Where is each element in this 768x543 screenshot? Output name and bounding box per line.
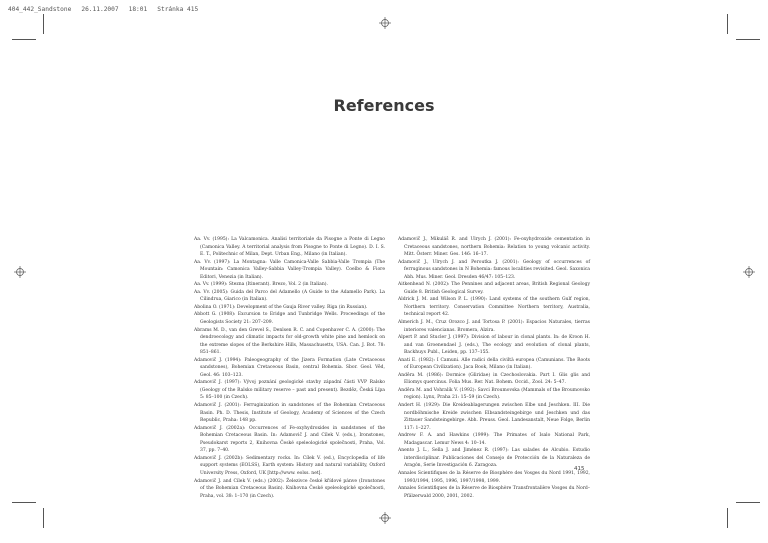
page-number: 415 bbox=[574, 466, 585, 472]
reference-entry: Abolina O. (1971): Development of the Gauja River valley. Riga (in Russian). bbox=[194, 304, 368, 310]
reference-entry: Aa. Vv. (2005): Guida del Parco del Adamello (A Guide to the Adamello Park). La Cilindrua, Giarico (in Italian). bbox=[194, 289, 385, 303]
registration-mark-bottom bbox=[379, 512, 391, 524]
registration-mark-right bbox=[743, 266, 755, 278]
reference-entry: Aldrick J. M. and Wilson P. L. (1990): Land systems of the southern Gulf region, Northern territory. Conservation Committee Northern territory, Australia, technical report 42. bbox=[398, 297, 590, 318]
reference-entry: Anděra M. (1986): Dormice (Gliridae) in Czechoslovakia. Part I. Glis glis and Eliomys quercinus. Folia Mus. Rer. Nat. Bohem. Occid., Zool. 24: 5–47. bbox=[398, 372, 590, 386]
crop-mark-bottom-right-v bbox=[727, 508, 728, 528]
registration-mark-top bbox=[379, 17, 391, 29]
reference-entry: Annales Scientifiques de la Réserve de Biosphère Transfrontalière Vosges du Nord–Pfälzerwald 2000, 2001, 2002. bbox=[398, 486, 590, 499]
slug-page-label: Stránka 415 bbox=[157, 6, 199, 13]
reference-entry: Adamovič J., Ulrych J. and Peroutka J. (2001): Geology of occurrences of ferruginous sandstones in N Bohemia: famous localities revisited. Geol. Saxonica Abh. Mus. Miner. Geol. Dresden 46/47: 105–123. bbox=[398, 259, 590, 280]
registration-mark-left bbox=[14, 266, 26, 278]
reference-entry: Abbott G. (1908): Excursion to Eridge and Tunbridge Wells. Proceedings of the Geologists Society 21: 207–209. bbox=[194, 312, 385, 326]
crop-mark-top-left-h bbox=[12, 39, 36, 40]
slug-date: 26.11.2007 bbox=[81, 6, 119, 13]
page-title: References bbox=[333, 96, 435, 115]
references-column-left bbox=[194, 236, 385, 500]
reference-entry: Aitkenhead N. (2002): The Pennines and adjacent areas, British Regional Geology Guide 8. British Geological Survey. bbox=[398, 282, 590, 295]
reference-entry: Anati E. (1982): I Camuni. Alle radici della civiltà europea (Camunians. The Roots of European Civilization). Jaca Book, Milano (in Italian). bbox=[398, 357, 590, 371]
crop-mark-bottom-right-h bbox=[736, 502, 760, 503]
slug-file: 404_442_Sandstone bbox=[8, 6, 72, 13]
crop-mark-bottom-left-v bbox=[43, 508, 44, 528]
reference-entry: Andrew F. A. and Hawkins (1999): The Primates of Isalo National Park, Madagascar. Lemur News 4: 10–14. bbox=[398, 433, 590, 446]
crop-mark-top-right-h bbox=[736, 39, 760, 40]
print-slug bbox=[8, 6, 208, 13]
reference-entry: Adamovič J. (2002a): Occurrences of Fe-oxyhydroxides in sandstones of the Bohemian Cretaceous Basin. In: Adamovič J. and Cílek V. (eds.), Ironstones, Pseudokarst reports 2, Knihovna České speleologické společnosti, Praha, Vol. 37, pp. 7–40. bbox=[194, 425, 385, 454]
crop-mark-top-right-v bbox=[727, 14, 728, 34]
reference-entry: Adamovič J. (1997): Vývoj poznání geologické stavby západní části VVP Ralsko (Geology of the Ralsko military reserve – past and present). Bezděz, Česká Lípa 5: 85–100 (in Czech). bbox=[194, 380, 385, 401]
reference-entry: Anento J. L., Sella J. and Jiménez R. (1997): Las salades de Alcubio. Estudio interdisciplinar. Publicaciones del Consejo de Protección de la Naturaleza de Aragón, Serie Investigación 6. Zaragoza. bbox=[398, 448, 590, 469]
crop-mark-bottom-left-h bbox=[12, 502, 36, 503]
references-column-right bbox=[398, 236, 590, 500]
reference-entry: Adamovič J. (1994): Paleogeography of the Jizera Formation (Late Cretaceous sandstones), Bohemian Cretaceous Basin, central Bohemia. Sbor. Geol. Věd, Geol. 46: 103–123. bbox=[194, 357, 385, 378]
reference-entry: Annales Scientifiques de la Réserve de Biosphère des Vosges du Nord 1991, 1992, 1993/1994, 1995, 1996, 1997/1998, 1999. bbox=[398, 470, 590, 484]
reference-entry: Adamovič J. and Cílek V. (eds.) (2002): Železivce české křídové pánve (Ironstones of the Bohemian Cretaceous Basin). Knihovna České speleologické společnosti, Praha, vol. 38: 1–170 (in Czech). bbox=[194, 478, 385, 499]
reference-entry: Alpert P. and Stucler J. (1997): Division of labour in clonal plants. In: de Kroon H. and van Groenendael J. (eds.), The ecology and evolution of clonal plants, Backhuys Publ., Leiden, pp. 137–155. bbox=[398, 335, 590, 356]
reference-entry: Almerich J. M., Cruz Orozco J. and Tortosa P. (2001): Espacios Naturales, tierras interiores valencianas. Bromera, Alzira. bbox=[398, 320, 590, 333]
reference-entry: Adamovič J., Mikuláš R. and Ulrych J. (2001): Fe-oxyhydroxide cementation in Cretaceous sandstones, northern Bohemia: Relation to young volcanic activity. Mitt. Österr. Miner. Ges. 146: 16–17. bbox=[398, 237, 590, 258]
reference-entry: Adamovič J. (2002b): Sedimentary rocks. In: Cílek V. (ed.), Encyclopedia of life support systems (EOLSS), Earth system: History and natural variability, Oxford University Press, Oxford, UK [http://www. eolss. net]. bbox=[194, 455, 385, 476]
reference-entry: Aa. Vv. (1995): La Valcamonica. Analisi territoriale da Pisogne a Ponte di Legno (Camonica Valley. A territorial analysis from Pisogne to Ponte di Legno). D. I. S. E. T., Politechnic of Milan, Dept. Urban Eng., Milano (in Italian). bbox=[194, 237, 385, 258]
reference-entry: Anděra M. and Vohralík V. (1992): Savci Broumovska (Mammals of the Broumovsko region). Lynx, Praha 21: 15–59 (in Czech). bbox=[398, 387, 590, 401]
reference-entry: Abrams M. D., van den Grevel S., Denlsen R. C. and Copenhaver C. A. (2000): The dendroecology and climatic impacts for old-growth white pine and hemlock on the extreme slopes of the Berkshire Hills, Massachusetts, USA. Can. J. Bot. 78: 851–861. bbox=[194, 327, 385, 356]
reference-entry: Adamovič J. (2001): Ferruginization in sandstones of the Bohemian Cretaceous Basin. Ph. D. Thesis, Institute of Geology, Academy of Sciences of the Czech Republic, Praha: 148 pp. bbox=[194, 403, 385, 424]
reference-entry: Aa. Vv. (1997): La Montagna: Valle Camonica-Valle Sabbia-Valle Trompia (The Mountain: Camonica Valley-Sabbia Valley-Trompia Valley). Coelbo & Fiore Editori, Venezia (in Italian). bbox=[194, 259, 385, 280]
slug-time: 18:01 bbox=[128, 6, 148, 13]
reference-entry: Aa. Vv. (1999): Stezna (Itinerant). Brezo, Vol. 2 (in Italian). bbox=[194, 282, 328, 288]
crop-mark-top-left-v bbox=[43, 14, 44, 34]
reference-entry: Andert H. (1929): Die Kreideablagerungen zwischen Elbe und Jeschken. III. Die nordböhmische Kreide zwischen Elbsandsteingebirge und Jeschken und das Zittauer Sandsteingebirge. Abh. Preuss. Geol. Landesanstalt, Neue Folge, Berlin 117: 1–227. bbox=[398, 403, 590, 431]
